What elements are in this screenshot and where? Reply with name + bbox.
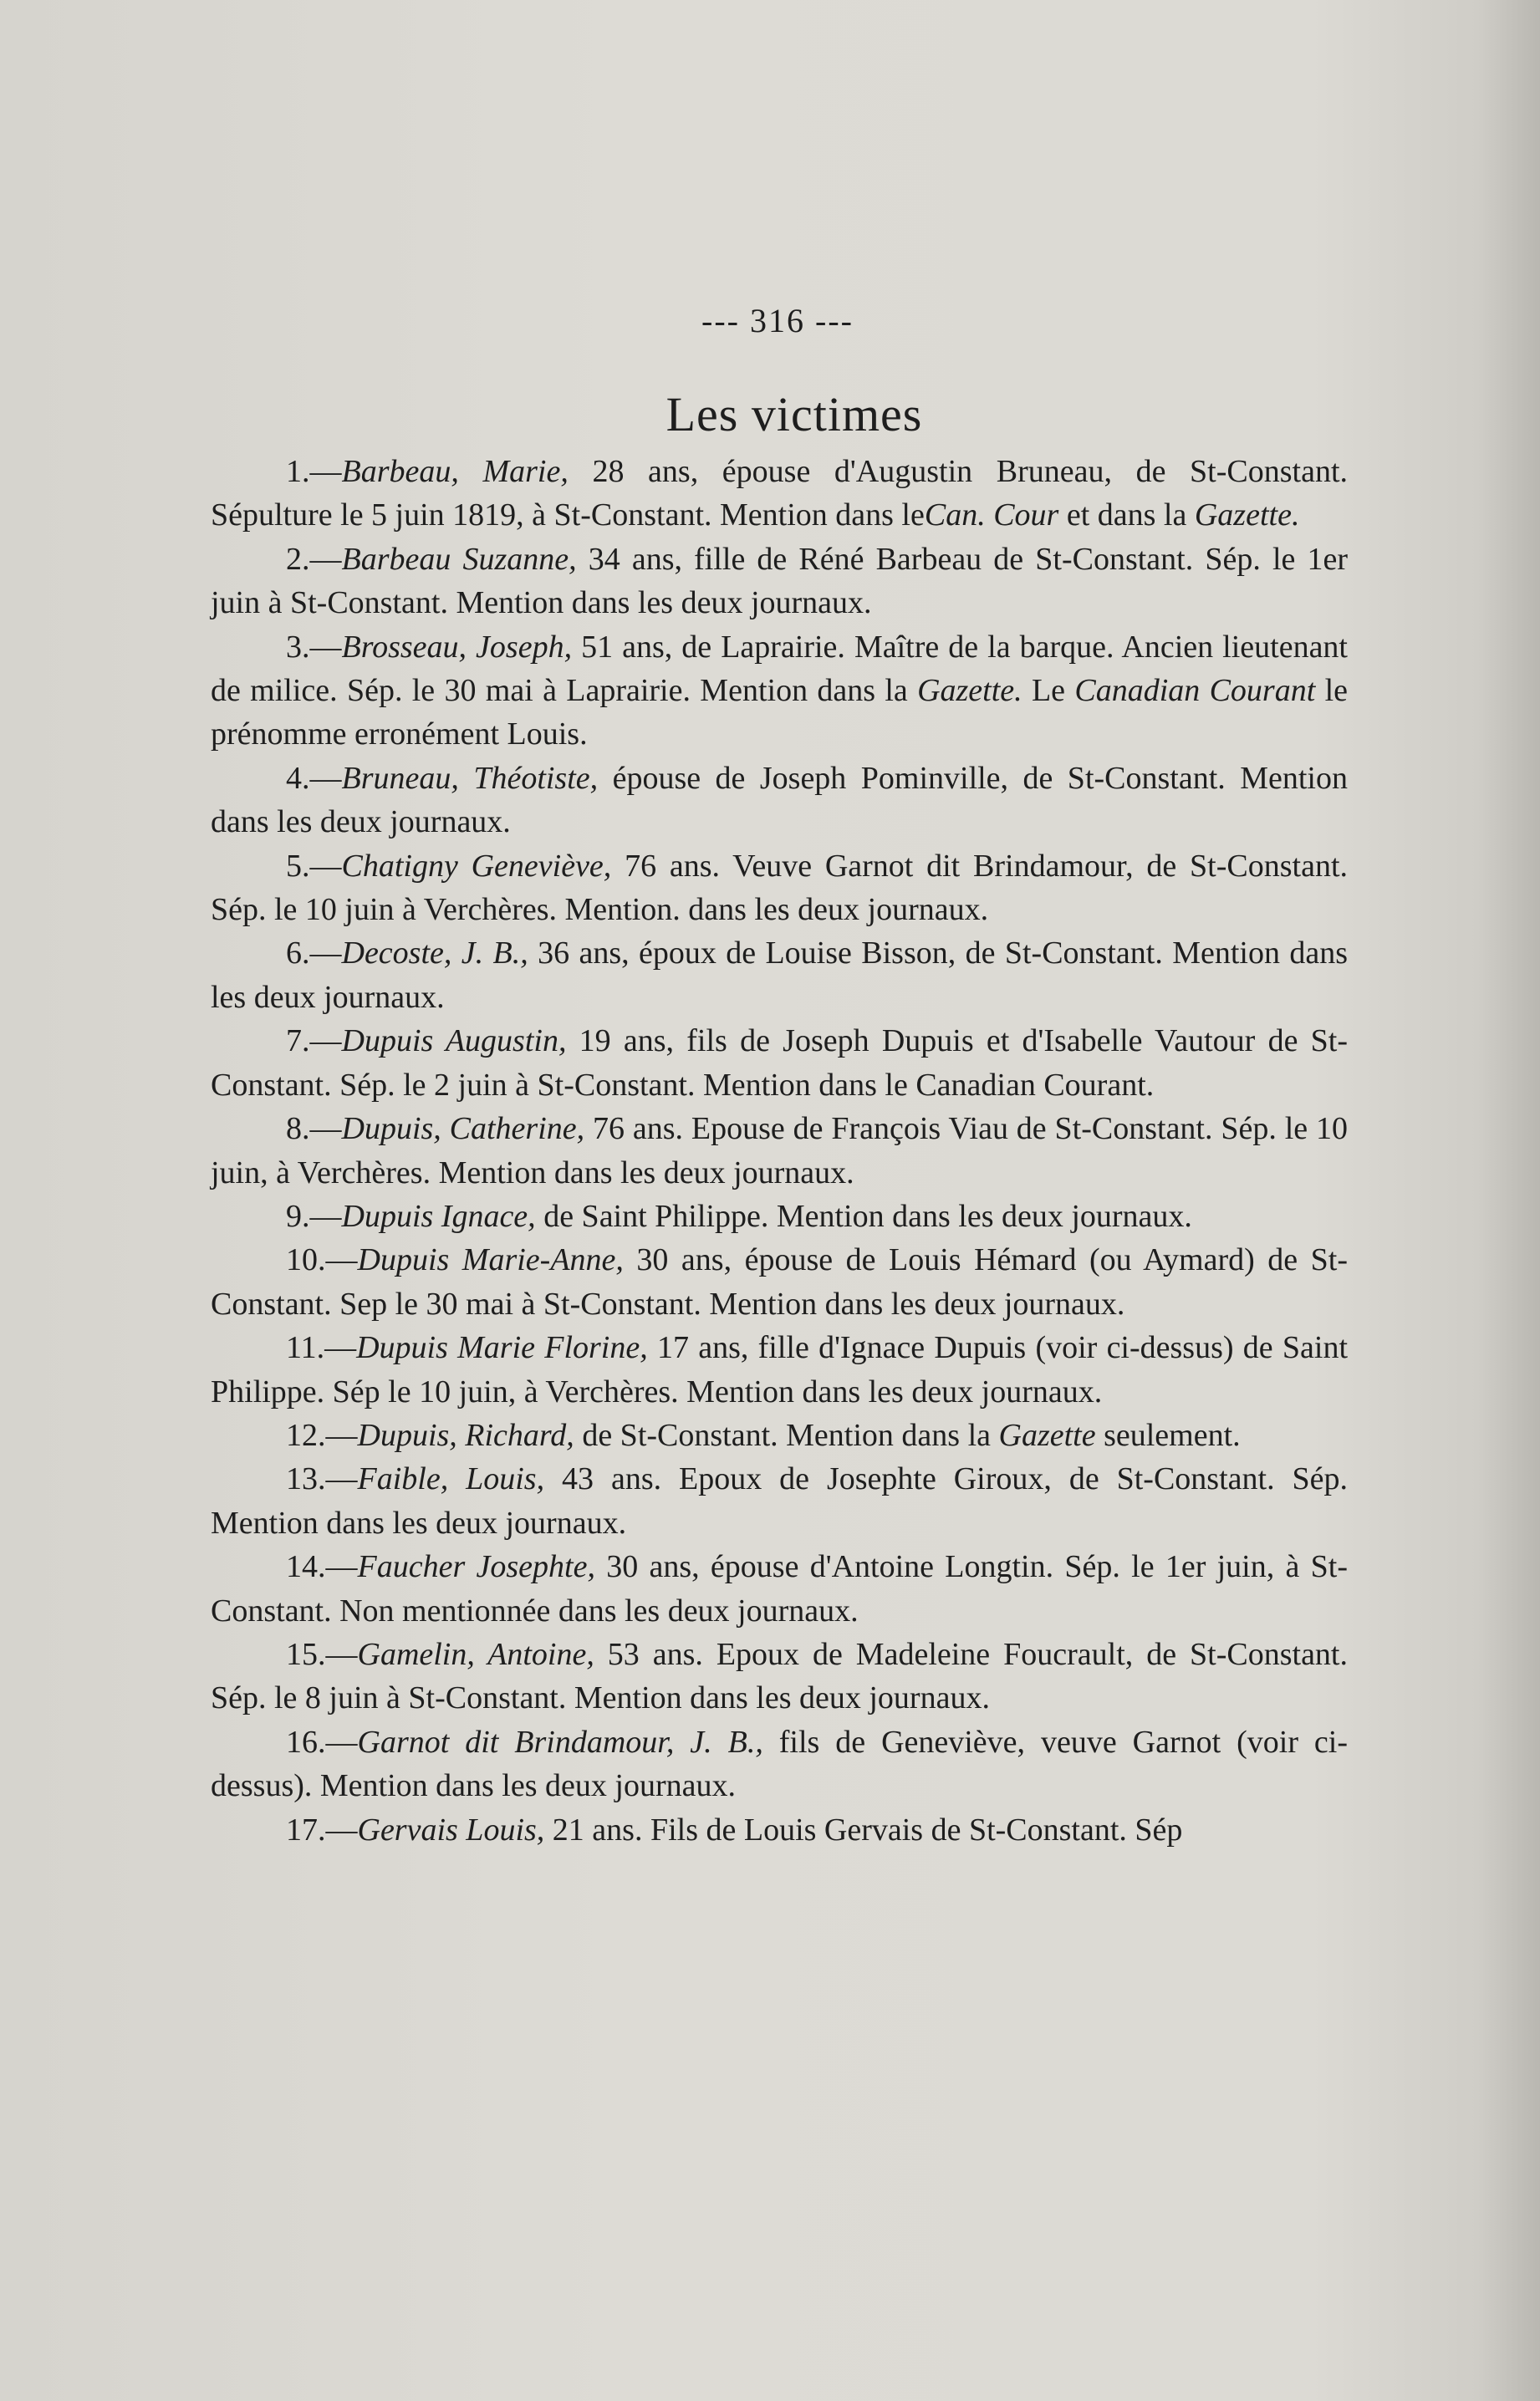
entry-name: Dupuis, Richard, bbox=[357, 1417, 574, 1453]
entry-text: 76 ans. Veuve Garnot dit Brindamour, de St-Constant. Sép. le 10 juin à Verchères. Mention. dans les deux journaux. bbox=[211, 848, 1349, 928]
entry-number: 16.— bbox=[286, 1724, 358, 1760]
entry-text: 53 ans. Epoux de Madeleine Foucrault, de St-Constant. Sép. le 8 juin à St-Constant. Mention dans les deux journaux. bbox=[211, 1636, 1348, 1716]
entry-name: Garnot dit Brindamour, J. B., bbox=[357, 1724, 763, 1760]
entry-number: 1.— bbox=[286, 454, 342, 489]
entry-italic: Gazette bbox=[998, 1417, 1096, 1453]
entry-number: 14.— bbox=[286, 1549, 358, 1585]
victim-entry bbox=[211, 538, 1348, 625]
entry-name: Dupuis Marie-Anne, bbox=[357, 1242, 624, 1278]
entry-italic: Gazette. bbox=[1194, 497, 1300, 533]
victim-entry bbox=[211, 1414, 1348, 1457]
entry-text: Le bbox=[1022, 673, 1075, 709]
victim-entry bbox=[211, 1457, 1348, 1545]
entry-text: 34 ans, fille de Réné Barbeau de St-Constant. Sép. le 1er juin à St-Constant. Mention dans les deux journaux. bbox=[211, 541, 1348, 621]
entry-name: Gamelin, Antoine, bbox=[357, 1636, 594, 1672]
entry-number: 8.— bbox=[286, 1111, 342, 1147]
entry-number: 2.— bbox=[286, 541, 342, 577]
victim-entry bbox=[211, 450, 1348, 538]
victims-list bbox=[211, 450, 1348, 1852]
entry-text: de Saint Philippe. Mention dans les deux journaux. bbox=[535, 1198, 1192, 1234]
entry-text: 51 ans, de Laprairie. Maître de la barque. Ancien lieutenant de milice. Sép. le 30 mai à Laprairie. Mention dans la bbox=[211, 629, 1348, 709]
entry-text: le prénomme erronément Louis. bbox=[211, 673, 1348, 752]
victim-entry bbox=[211, 1633, 1348, 1720]
entry-text: épouse de Joseph Pominville, de St-Constant. Mention dans les deux journaux. bbox=[211, 760, 1348, 840]
entry-text: fils de Geneviève, veuve Garnot (voir ci-dessus). Mention dans les deux journaux. bbox=[211, 1724, 1348, 1804]
entry-text: 43 ans. Epoux de Josephte Giroux, de St-Constant. Sép. Mention dans les deux journaux. bbox=[211, 1461, 1348, 1541]
entry-text: 76 ans. Epouse de François Viau de St-Constant. Sép. le 10 juin, à Verchères. Mention dans les deux journaux. bbox=[211, 1111, 1348, 1190]
entry-text: et dans la bbox=[1058, 497, 1195, 533]
entry-name: Dupuis, Catherine, bbox=[341, 1111, 585, 1147]
entry-number: 6.— bbox=[286, 935, 342, 971]
entry-name: Dupuis Augustin, bbox=[341, 1023, 567, 1059]
victim-entry bbox=[211, 1019, 1348, 1107]
entry-name: Gervais Louis, bbox=[357, 1812, 545, 1848]
entry-number: 12.— bbox=[286, 1417, 358, 1453]
victim-entry bbox=[211, 1107, 1348, 1195]
entry-number: 5.— bbox=[286, 848, 342, 884]
page-number: --- 316 --- bbox=[701, 302, 854, 339]
entry-name: Faible, Louis, bbox=[357, 1461, 545, 1497]
entry-italic: Gazette. bbox=[917, 673, 1022, 709]
entry-number: 10.— bbox=[286, 1242, 358, 1278]
entry-number: 7.— bbox=[286, 1023, 342, 1059]
entry-name: Decoste, J. B., bbox=[341, 935, 528, 971]
entry-name: Barbeau Suzanne, bbox=[341, 541, 577, 577]
victim-entry bbox=[211, 757, 1348, 844]
entry-italic: Can. Cour bbox=[924, 497, 1059, 533]
victim-entry bbox=[211, 844, 1348, 932]
entry-number: 4.— bbox=[286, 760, 342, 796]
entry-text: 19 ans, fils de Joseph Dupuis et d'Isabelle Vautour de St-Constant. Sép. le 2 juin à St-Constant. Mention dans le Canadian Courant. bbox=[211, 1023, 1349, 1103]
entry-number: 13.— bbox=[286, 1461, 358, 1497]
entry-name: Dupuis Marie Florine, bbox=[356, 1330, 648, 1366]
entry-name: Chatigny Geneviève, bbox=[341, 848, 612, 884]
entry-name: Brosseau, Joseph, bbox=[341, 629, 573, 665]
victim-entry bbox=[211, 1720, 1348, 1808]
page-title: Les victimes bbox=[665, 387, 923, 441]
entry-number: 9.— bbox=[286, 1198, 342, 1234]
victim-entry bbox=[211, 1238, 1348, 1326]
victim-entry bbox=[211, 625, 1348, 757]
entry-text: de St-Constant. Mention dans la bbox=[574, 1417, 999, 1453]
entry-text: seulement. bbox=[1095, 1417, 1241, 1453]
entry-number: 3.— bbox=[286, 629, 342, 665]
entry-text: 30 ans, épouse d'Antoine Longtin. Sép. le 1er juin, à St-Constant. Non mentionnée dans les deux journaux. bbox=[211, 1549, 1348, 1629]
victim-entry bbox=[211, 1195, 1348, 1238]
entry-name: Faucher Josephte, bbox=[357, 1549, 595, 1585]
entry-text: 36 ans, époux de Louise Bisson, de St-Constant. Mention dans les deux journaux. bbox=[211, 935, 1348, 1015]
entry-number: 17.— bbox=[286, 1812, 358, 1848]
entry-name: Bruneau, Théotiste, bbox=[341, 760, 599, 796]
entry-number: 15.— bbox=[286, 1636, 358, 1672]
entry-name: Barbeau, Marie, bbox=[341, 454, 569, 489]
victim-entry bbox=[211, 931, 1348, 1019]
entry-italic: Canadian Courant bbox=[1074, 673, 1316, 709]
entry-name: Dupuis Ignace, bbox=[341, 1198, 536, 1234]
victim-entry bbox=[211, 1326, 1348, 1414]
victim-entry bbox=[211, 1808, 1348, 1852]
entry-text: 28 ans, épouse d'Augustin Bruneau, de St-Constant. Sépulture le 5 juin 1819, à St-Constant. Mention dans le bbox=[211, 454, 1348, 533]
victim-entry bbox=[211, 1545, 1348, 1633]
entry-text: 17 ans, fille d'Ignace Dupuis (voir ci-dessus) de Saint Philippe. Sép le 10 juin, à Verchères. Mention dans les deux journaux. bbox=[211, 1330, 1349, 1410]
entry-number: 11.— bbox=[286, 1330, 357, 1366]
entry-text: 30 ans, épouse de Louis Hémard (ou Aymard) de St-Constant. Sep le 30 mai à St-Constant. Mention dans les deux journaux. bbox=[211, 1242, 1348, 1322]
entry-text: 21 ans. Fils de Louis Gervais de St-Constant. Sép bbox=[544, 1812, 1183, 1848]
